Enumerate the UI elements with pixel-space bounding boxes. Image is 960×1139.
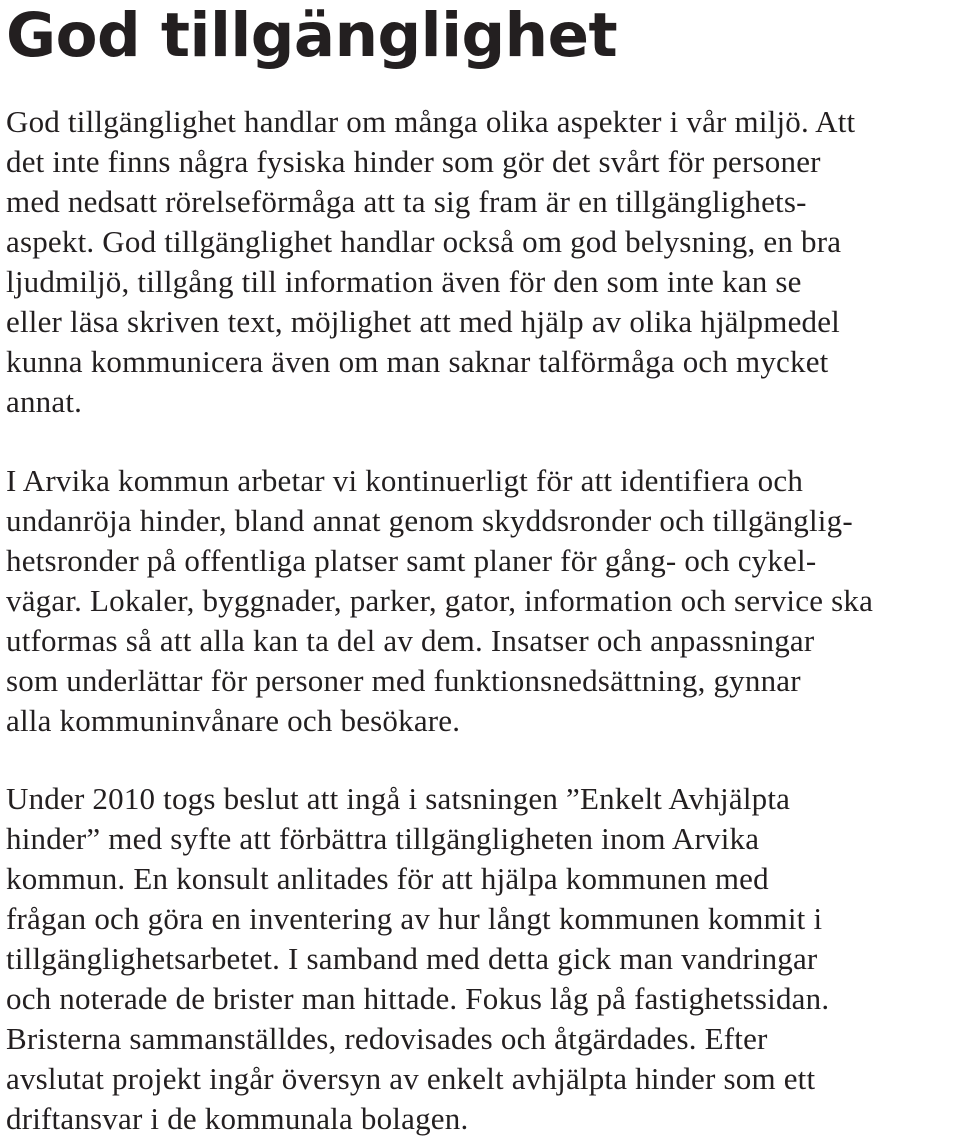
- paragraph-1: [6, 102, 954, 422]
- paragraph-line: kommun. En konsult anlitades för att hjälpa kommunen med: [6, 861, 769, 896]
- paragraph-line: hetsronder på offentliga platser samt planer för gång- och cykel-: [6, 543, 817, 578]
- paragraph-line: aspekt. God tillgänglighet handlar också om god belysning, en bra: [6, 224, 842, 259]
- paragraph-line: tillgänglighetsarbetet. I samband med detta gick man vandringar: [6, 941, 818, 976]
- paragraph-line: Bristerna sammanställdes, redovisades och åtgärdades. Efter: [6, 1021, 768, 1056]
- paragraph-line: ljudmiljö, tillgång till information även för den som inte kan se: [6, 264, 802, 299]
- paragraph-line: eller läsa skriven text, möjlighet att med hjälp av olika hjälpmedel: [6, 304, 840, 339]
- paragraph-line: annat.: [6, 384, 83, 419]
- paragraph-line: driftansvar i de kommunala bolagen.: [6, 1101, 469, 1136]
- paragraph-line: alla kommuninvånare och besökare.: [6, 703, 461, 738]
- paragraph-line: avslutat projekt ingår översyn av enkelt avhjälpta hinder som ett: [6, 1061, 816, 1096]
- paragraph-line: frågan och göra en inventering av hur långt kommunen kommit i: [6, 901, 823, 936]
- paragraph-2: [6, 461, 954, 741]
- page-title: God tillgänglighet: [6, 0, 618, 71]
- paragraph-line: hinder” med syfte att förbättra tillgängligheten inom Arvika: [6, 821, 760, 856]
- paragraph-line: som underlättar för personer med funktionsnedsättning, gynnar: [6, 663, 801, 698]
- paragraph-line: I Arvika kommun arbetar vi kontinuerligt för att identifiera och: [6, 463, 804, 498]
- paragraph-line: vägar. Lokaler, byggnader, parker, gator, information och service ska: [6, 583, 874, 618]
- paragraph-line: utformas så att alla kan ta del av dem. Insatser och anpassningar: [6, 623, 815, 658]
- paragraph-line: undanröja hinder, bland annat genom skyddsronder och tillgänglig-: [6, 503, 853, 538]
- paragraph-line: kunna kommunicera även om man saknar talförmåga och mycket: [6, 344, 829, 379]
- paragraph-line: med nedsatt rörelseförmåga att ta sig fram är en tillgänglighets-: [6, 184, 807, 219]
- paragraph-line: det inte finns några fysiska hinder som gör det svårt för personer: [6, 144, 821, 179]
- paragraph-line: Under 2010 togs beslut att ingå i satsningen ”Enkelt Avhjälpta: [6, 781, 791, 816]
- paragraph-line: och noterade de brister man hittade. Fokus låg på fastighetssidan.: [6, 981, 830, 1016]
- document-page: [6, 0, 954, 1136]
- paragraph-3: [6, 779, 954, 1139]
- paragraph-line: God tillgänglighet handlar om många olika aspekter i vår miljö. Att: [6, 104, 856, 139]
